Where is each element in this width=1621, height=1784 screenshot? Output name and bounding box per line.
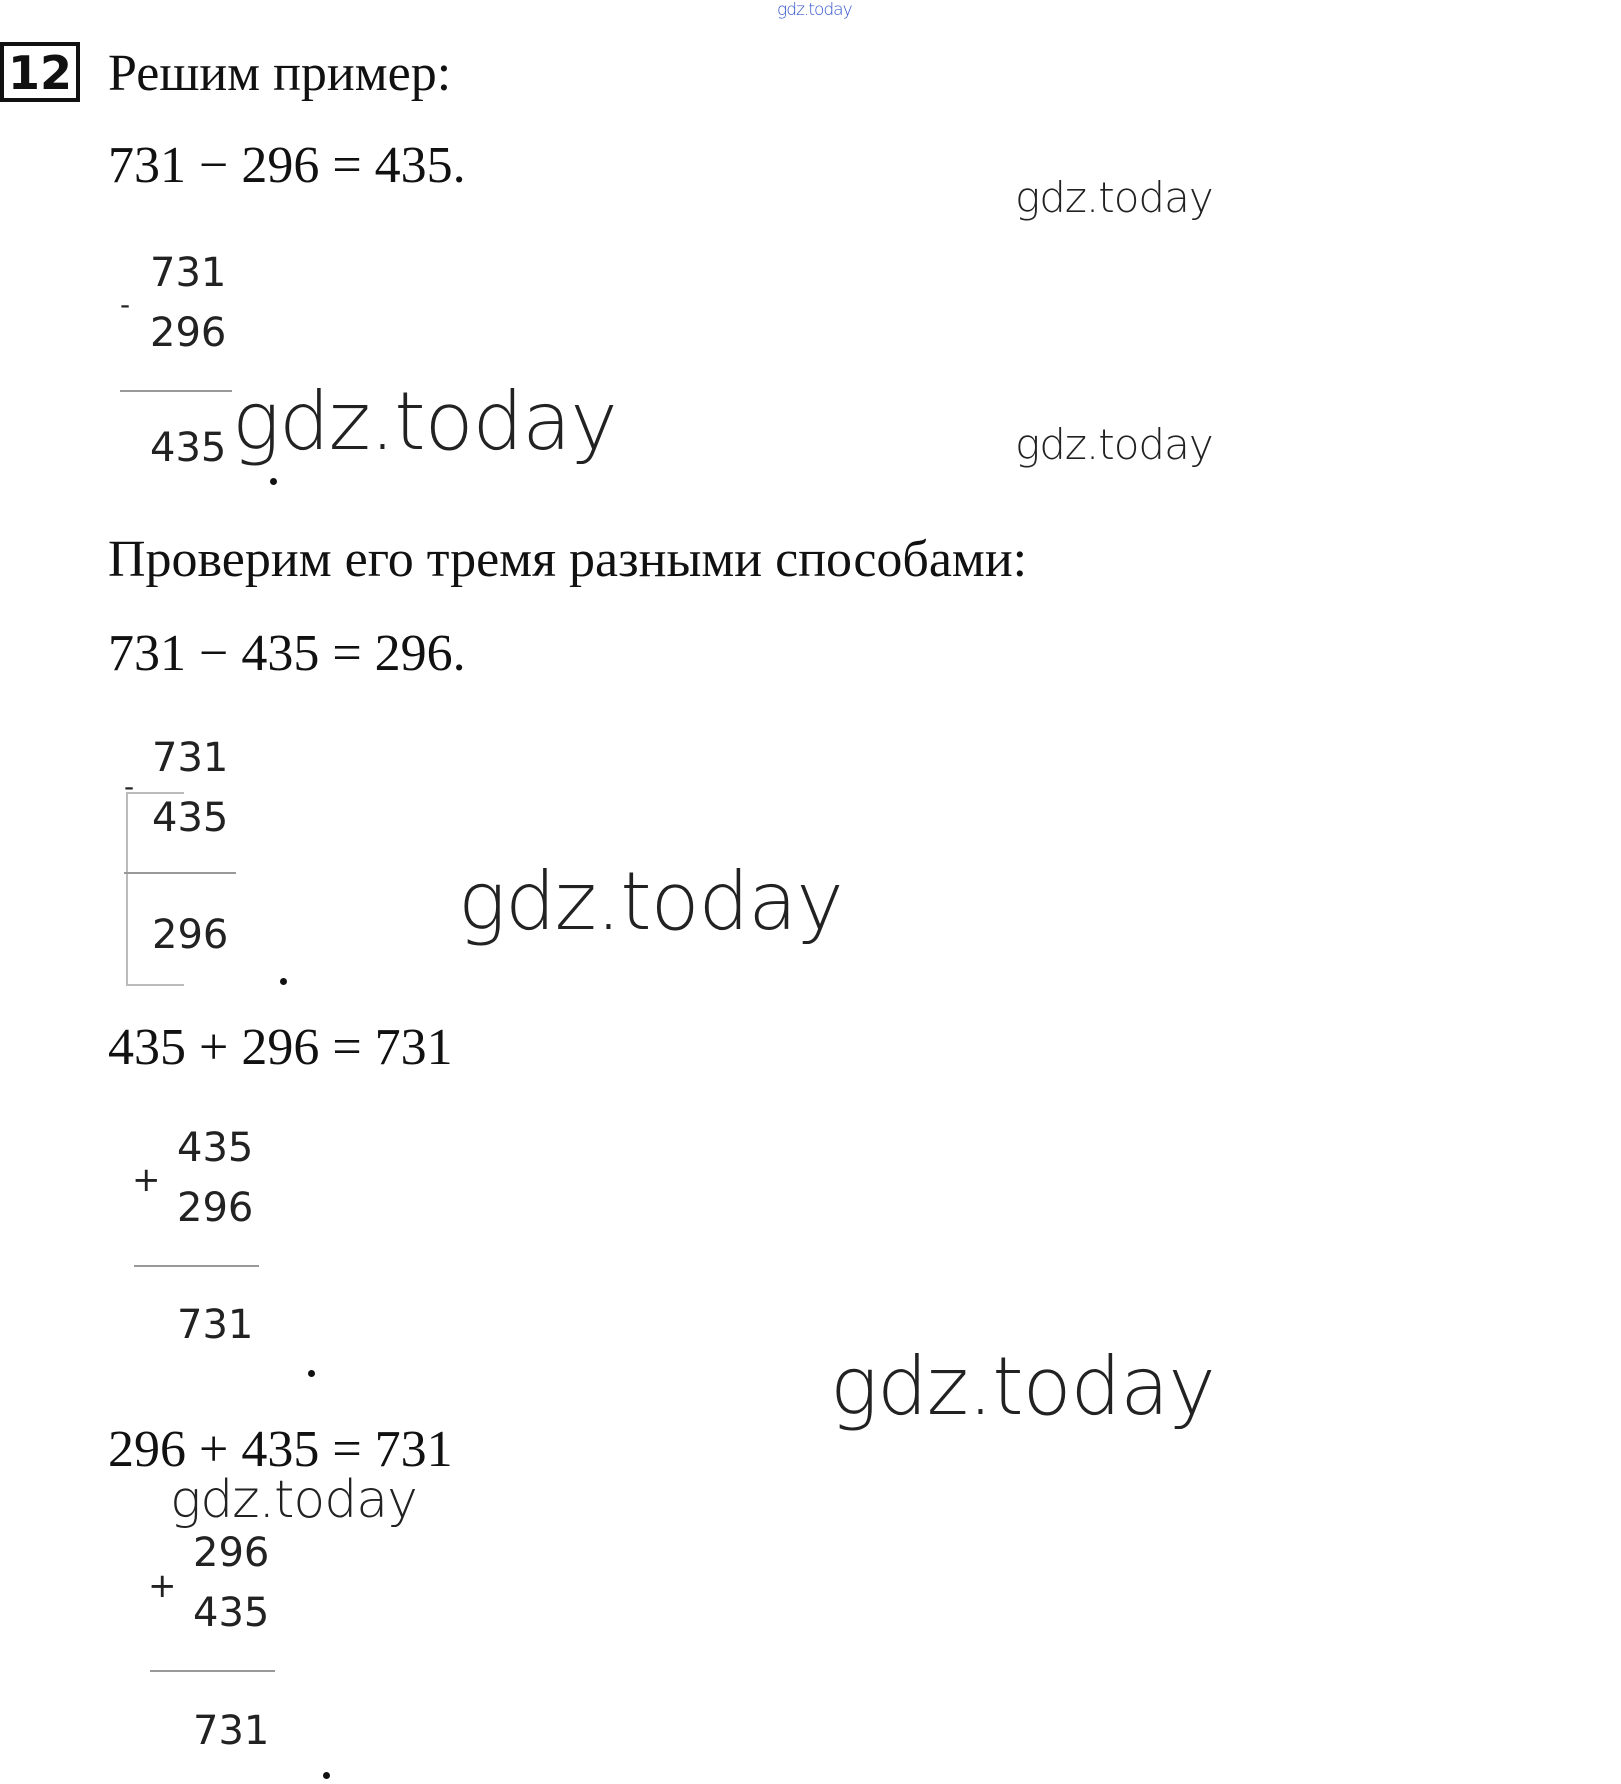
column-rule <box>120 390 232 392</box>
column-result: 731 <box>193 1708 270 1754</box>
column-rule <box>150 1670 275 1672</box>
watermark: gdz.today <box>170 1470 417 1530</box>
check-heading: Проверим его тремя разными способами: <box>108 531 1028 588</box>
column-result: 296 <box>152 912 229 958</box>
column-top-operand: 435 <box>177 1125 254 1171</box>
period-dot <box>308 1370 315 1377</box>
task-number-badge: 12 <box>0 42 80 102</box>
plus-sign: + <box>132 1160 161 1200</box>
minus-sign: - <box>120 288 131 321</box>
watermark: gdz.today <box>1015 420 1213 469</box>
column-bottom-operand: 435 <box>193 1590 270 1636</box>
watermark: gdz.today <box>232 375 617 468</box>
column-bottom-operand: 296 <box>150 310 227 356</box>
minus-sign: - <box>124 770 135 803</box>
period-dot <box>270 478 277 485</box>
column-rule <box>124 872 236 874</box>
column-top-operand: 731 <box>152 735 229 781</box>
column-result: 435 <box>150 425 227 471</box>
column-top-operand: 296 <box>193 1530 270 1576</box>
watermark: gdz.today <box>830 1340 1215 1433</box>
column-top-operand: 731 <box>150 250 227 296</box>
watermark: gdz.today <box>1015 173 1213 222</box>
task-heading: Решим пример: <box>108 45 452 102</box>
column-bottom-operand: 435 <box>152 795 229 841</box>
period-dot <box>323 1772 330 1779</box>
period-dot <box>280 978 287 985</box>
check-equation-3: 296 + 435 = 731 <box>108 1421 453 1478</box>
watermark: gdz.today <box>458 855 843 948</box>
plus-sign: + <box>148 1566 177 1606</box>
column-result: 731 <box>177 1302 254 1348</box>
watermark-top: gdz.today <box>777 0 852 20</box>
main-equation: 731 − 296 = 435. <box>108 137 466 194</box>
check-equation-2: 435 + 296 = 731 <box>108 1019 453 1076</box>
check-equation-1: 731 − 435 = 296. <box>108 625 466 682</box>
column-rule <box>134 1265 259 1267</box>
column-bottom-operand: 296 <box>177 1185 254 1231</box>
